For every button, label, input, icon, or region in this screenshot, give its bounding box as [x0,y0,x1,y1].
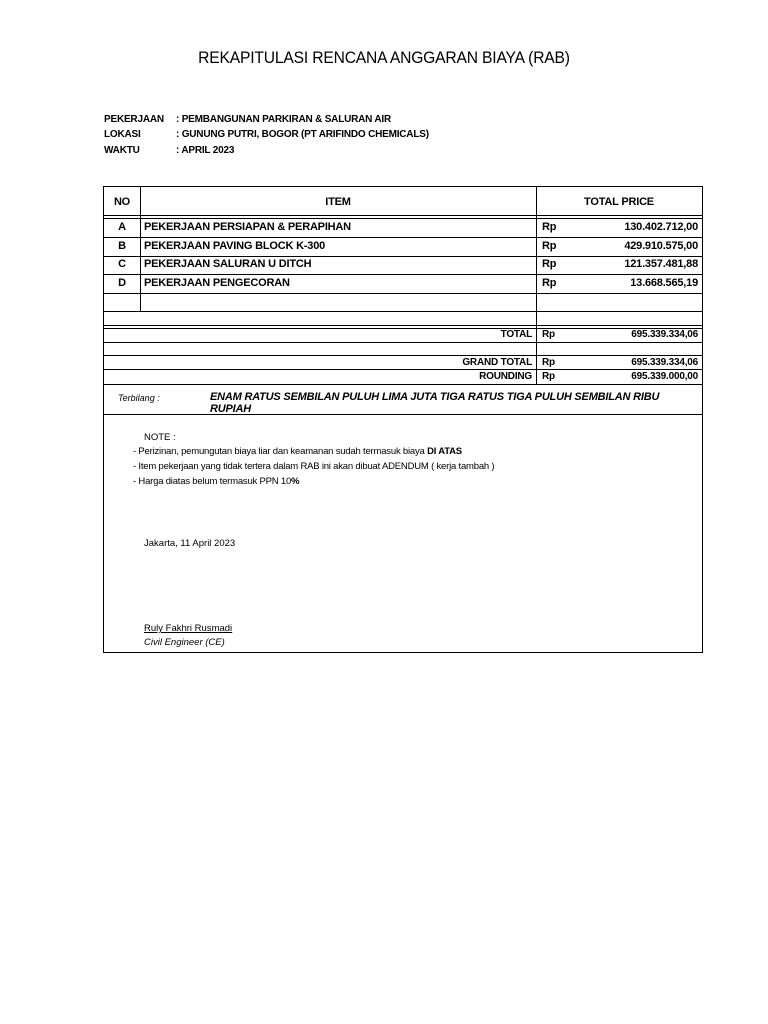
table-divider [104,256,702,257]
header-no: NO [113,196,131,208]
meta-value: : APRIL 2023 [176,145,235,156]
note-emphasis: % [291,476,300,487]
table-divider [104,237,702,238]
document-title: REKAPITULASI RENCANA ANGGARAN BIAYA (RAB) [198,48,570,67]
meta-lokasi [104,129,429,140]
note-bullet: - [133,461,139,472]
meta-label: PEKERJAAN [104,114,164,125]
note-bullet: - [133,446,139,457]
table-divider [104,384,702,385]
table-divider [104,355,702,356]
terbilang-label: Terbilang : [118,393,160,403]
terbilang-text: ENAM RATUS SEMBILAN PULUH LIMA JUTA TIGA RATUS TIGA PULUH SEMBILAN RIBU RUPIAH [210,391,660,415]
table-divider [104,293,702,294]
meta-value: : PEMBANGUNAN PARKIRAN & SALURAN AIR [176,114,392,125]
meta-label: LOKASI [104,129,141,140]
note-title: NOTE : [144,432,176,443]
row-item: PEKERJAAN PERSIAPAN & PERAPIHAN [144,221,351,233]
table-divider [104,325,702,326]
row-amount: 13.668.565,19 [630,277,698,289]
meta-pekerjaan [104,114,391,125]
rab-table [103,186,703,653]
table-divider [104,215,702,216]
table-divider [104,342,702,343]
table-divider [104,274,702,275]
total-currency: Rp [542,329,555,340]
row-no: B [118,240,126,252]
grand-total-label: GRAND TOTAL [462,357,532,368]
note-bullet: - [133,476,139,487]
row-currency: Rp [542,221,557,233]
row-no: D [118,277,126,289]
row-no: C [118,258,126,270]
rounding-currency: Rp [542,371,555,382]
note-item [133,476,299,487]
row-currency: Rp [542,240,557,252]
row-amount: 429.910.575,00 [624,240,698,252]
row-item: PEKERJAAN SALURAN U DITCH [144,258,312,270]
note-item [133,461,494,472]
total-amount: 695.339.334,06 [631,329,698,340]
meta-label: WAKTU [104,145,140,156]
note-text: Perizinan, pemungutan biaya liar dan keamanan sudah termasuk biaya [138,446,428,457]
table-divider [104,311,702,312]
row-item: PEKERJAAN PAVING BLOCK K-300 [144,240,326,252]
grand-total-amount: 695.339.334,06 [631,357,698,368]
column-divider [536,187,537,384]
signer-role: Civil Engineer (CE) [144,637,225,648]
note-text: Item pekerjaan yang tidak tertera dalam RAB ini akan dibuat ADENDUM ( kerja tambah ) [138,461,495,472]
row-no: A [118,221,126,233]
rounding-amount: 695.339.000,00 [631,371,698,382]
row-amount: 130.402.712,00 [624,221,698,233]
signer-name: Ruly Fakhri Rusmadi [144,623,233,634]
note-text: Harga diatas belum termasuk PPN 10 [138,476,292,487]
grand-total-currency: Rp [542,357,555,368]
total-label: TOTAL [500,329,532,340]
note-item [133,446,462,457]
header-total-price: TOTAL PRICE [584,196,654,208]
note-emphasis: DI ATAS [427,446,462,457]
table-divider [104,328,702,329]
table-divider [104,218,702,219]
meta-value: : GUNUNG PUTRI, BOGOR (PT ARIFINDO CHEMICALS) [176,129,429,140]
row-currency: Rp [542,258,557,270]
meta-waktu [104,145,234,156]
signature-city-date: Jakarta, 11 April 2023 [144,538,236,549]
row-amount: 121.357.481,88 [624,258,698,270]
header-item: ITEM [325,196,351,208]
row-currency: Rp [542,277,557,289]
rounding-label: ROUNDING [479,371,532,382]
table-divider [104,369,702,370]
row-item: PEKERJAAN PENGECORAN [144,277,290,289]
